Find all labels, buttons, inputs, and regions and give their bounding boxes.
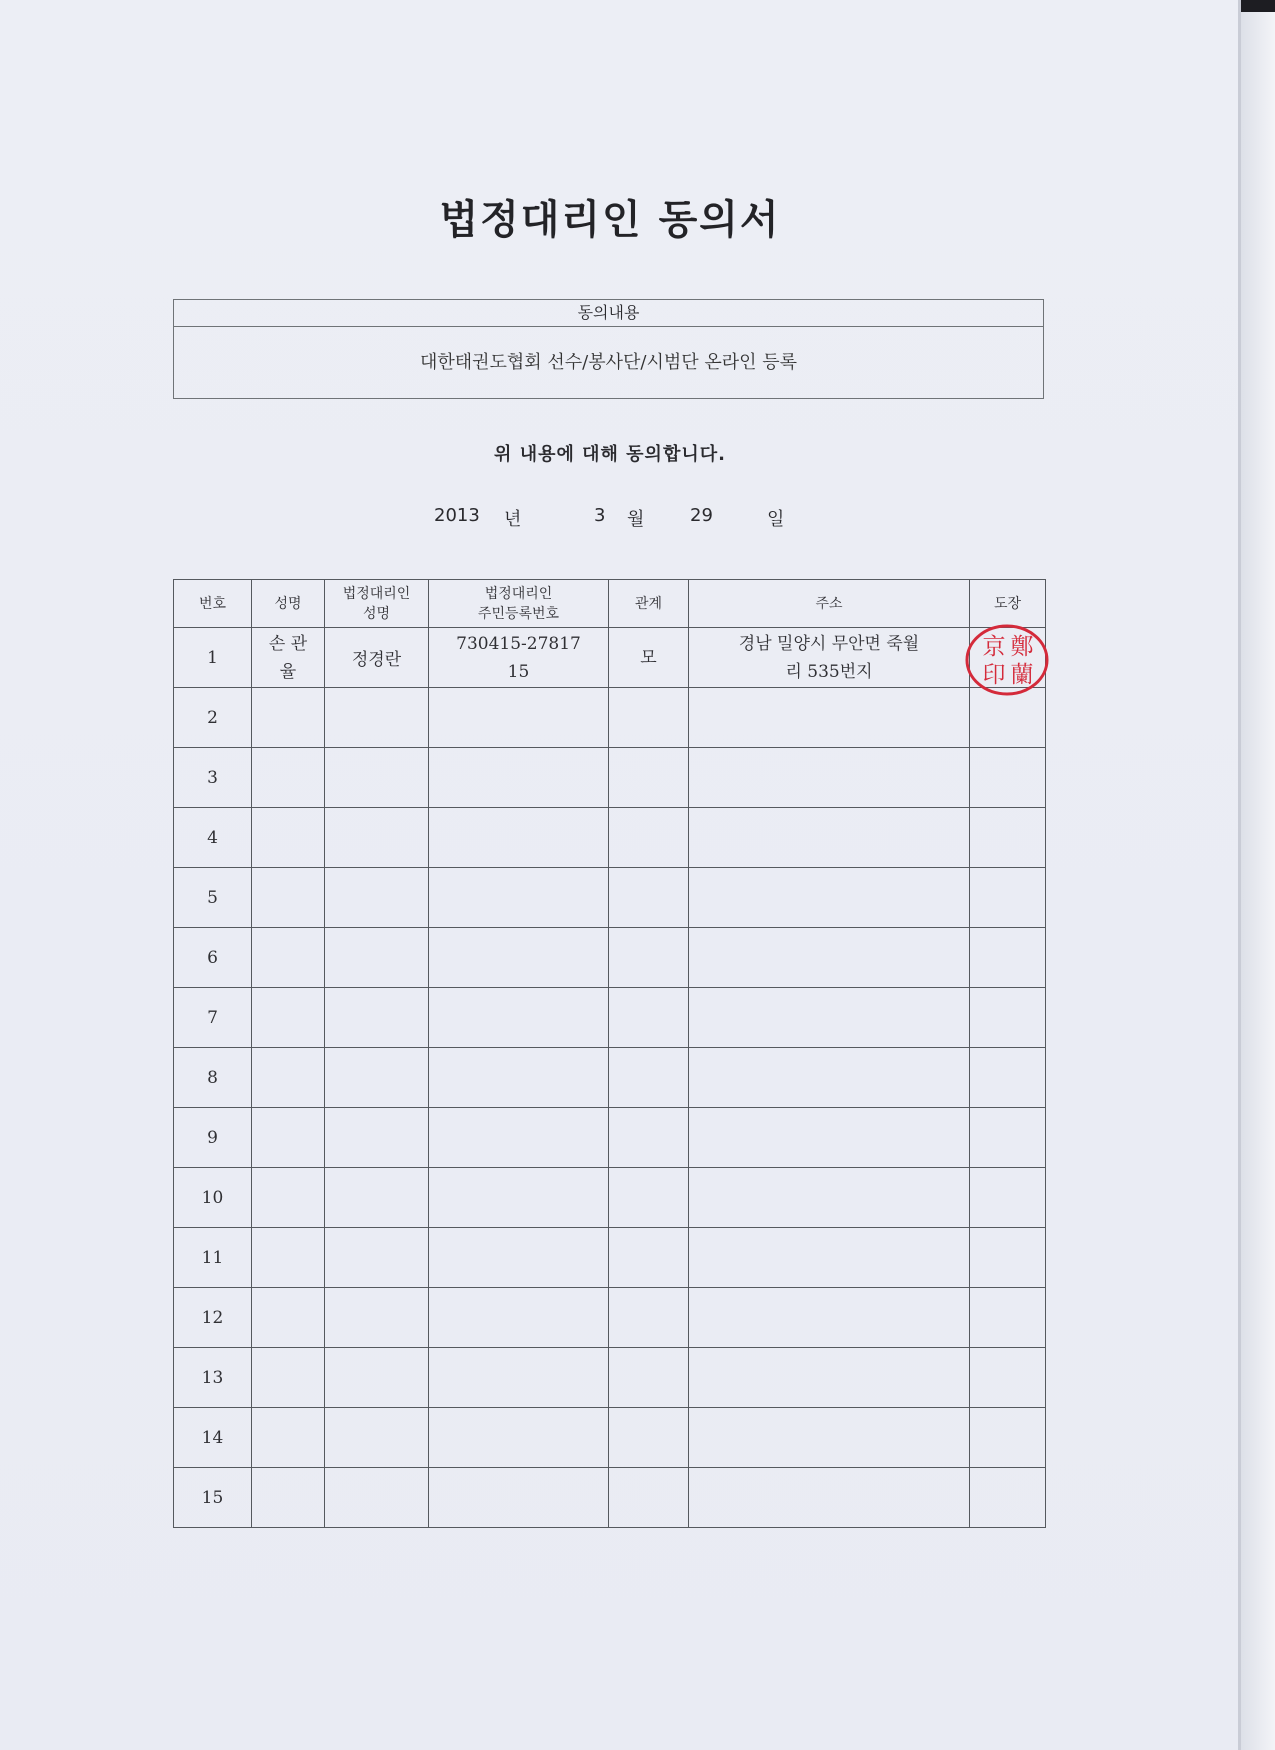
table-header-row bbox=[174, 580, 1046, 628]
cell-relation bbox=[609, 868, 689, 928]
cell-seal bbox=[970, 688, 1046, 748]
cell-address bbox=[689, 1228, 970, 1288]
cell-guardian-id bbox=[429, 928, 609, 988]
cell-seal bbox=[970, 1288, 1046, 1348]
cell-seal bbox=[970, 1108, 1046, 1168]
cell-guardian-name bbox=[325, 688, 429, 748]
cell-name bbox=[252, 868, 325, 928]
cell-guardian-name bbox=[325, 1228, 429, 1288]
cell-no: 3 bbox=[174, 748, 252, 808]
cell-seal bbox=[970, 1468, 1046, 1528]
cell-relation bbox=[609, 988, 689, 1048]
cell-seal bbox=[970, 928, 1046, 988]
cell-address bbox=[689, 808, 970, 868]
cell-no: 2 bbox=[174, 688, 252, 748]
cell-no: 14 bbox=[174, 1408, 252, 1468]
cell-relation bbox=[609, 1348, 689, 1408]
cell-relation bbox=[609, 748, 689, 808]
table-row bbox=[174, 1348, 1046, 1408]
cell-name bbox=[252, 808, 325, 868]
cell-relation bbox=[609, 1048, 689, 1108]
consent-text: 대한태권도협회 선수/봉사단/시범단 온라인 등록 bbox=[419, 352, 798, 373]
cell-guardian-name bbox=[325, 808, 429, 868]
seal-character: 印 bbox=[982, 662, 1006, 688]
cell-guardian-name bbox=[325, 1288, 429, 1348]
table-row bbox=[174, 868, 1046, 928]
cell-no: 4 bbox=[174, 808, 252, 868]
cell-guardian-name bbox=[325, 928, 429, 988]
cell-guardian-name bbox=[325, 988, 429, 1048]
date-month: 3 bbox=[594, 505, 606, 526]
cell-no: 10 bbox=[174, 1168, 252, 1228]
cell-relation bbox=[609, 688, 689, 748]
cell-no: 12 bbox=[174, 1288, 252, 1348]
cell-name bbox=[252, 928, 325, 988]
cell-no: 6 bbox=[174, 928, 252, 988]
cell-no: 7 bbox=[174, 988, 252, 1048]
page-edge-line bbox=[1238, 0, 1241, 1750]
table-row bbox=[174, 808, 1046, 868]
cell-address bbox=[689, 1348, 970, 1408]
date-day: 29 bbox=[690, 505, 713, 526]
table-row bbox=[174, 688, 1046, 748]
table-row bbox=[174, 1168, 1046, 1228]
cell-guardian-id bbox=[429, 1288, 609, 1348]
cell-no: 1 bbox=[174, 628, 252, 688]
cell-guardian-id bbox=[429, 1468, 609, 1528]
cell-address bbox=[689, 1288, 970, 1348]
cell-no: 5 bbox=[174, 868, 252, 928]
cell-guardian-id bbox=[429, 868, 609, 928]
consent-box bbox=[173, 299, 1044, 399]
cell-guardian-name bbox=[325, 748, 429, 808]
cell-guardian-id bbox=[429, 1108, 609, 1168]
table-row bbox=[174, 1108, 1046, 1168]
seal-character: 鄭 bbox=[1010, 634, 1034, 660]
cell-seal bbox=[970, 868, 1046, 928]
cell-seal bbox=[970, 748, 1046, 808]
cell-guardian-id bbox=[429, 1228, 609, 1288]
date-year: 2013 bbox=[434, 505, 480, 526]
date-month-unit: 월 bbox=[627, 509, 645, 530]
date-year-unit: 년 bbox=[504, 509, 522, 530]
table-row bbox=[174, 1288, 1046, 1348]
red-seal-stamp bbox=[964, 624, 1050, 696]
cell-guardian-id bbox=[429, 1408, 609, 1468]
cell-relation bbox=[609, 1468, 689, 1528]
registration-table bbox=[173, 579, 1046, 1528]
cell-no: 13 bbox=[174, 1348, 252, 1408]
cell-relation bbox=[609, 1408, 689, 1468]
cell-name bbox=[252, 748, 325, 808]
cell-name bbox=[252, 1168, 325, 1228]
header-address: 주소 bbox=[689, 580, 970, 628]
cell-name bbox=[252, 1108, 325, 1168]
cell-relation bbox=[609, 928, 689, 988]
page-edge-shadow bbox=[1241, 0, 1275, 1750]
seal-character: 蘭 bbox=[1010, 662, 1034, 688]
cell-seal bbox=[970, 988, 1046, 1048]
header-seal: 도장 bbox=[970, 580, 1046, 628]
cell-seal bbox=[970, 808, 1046, 868]
cell-name bbox=[252, 1348, 325, 1408]
cell-address bbox=[689, 868, 970, 928]
header-no: 번호 bbox=[174, 580, 252, 628]
cell-relation bbox=[609, 808, 689, 868]
cell-seal bbox=[970, 1228, 1046, 1288]
cell-no: 15 bbox=[174, 1468, 252, 1528]
cell-relation bbox=[609, 1228, 689, 1288]
cell-guardian-id bbox=[429, 1348, 609, 1408]
cell-guardian-id bbox=[429, 688, 609, 748]
cell-relation bbox=[609, 1168, 689, 1228]
cell-guardian-id bbox=[429, 748, 609, 808]
cell-guardian-name bbox=[325, 868, 429, 928]
cell-address bbox=[689, 988, 970, 1048]
cell-relation: 모 bbox=[609, 628, 689, 688]
cell-guardian-name bbox=[325, 1108, 429, 1168]
agree-statement: 위 내용에 대해 동의합니다. bbox=[494, 444, 726, 465]
cell-guardian-id bbox=[429, 1168, 609, 1228]
consent-header: 동의내용 bbox=[174, 300, 1043, 327]
cell-guardian-id: 730415-27817 15 bbox=[429, 628, 609, 688]
cell-name bbox=[252, 1048, 325, 1108]
document-title: 법정대리인 동의서 bbox=[439, 197, 781, 243]
seal-character: 京 bbox=[982, 634, 1006, 660]
header-guardian-id-line2: 주민등록번호 bbox=[477, 605, 560, 622]
header-guardian-id bbox=[429, 580, 609, 628]
header-guardian-name-line2: 성명 bbox=[362, 605, 391, 622]
scan-corner-mark bbox=[1241, 0, 1275, 12]
cell-address bbox=[689, 928, 970, 988]
cell-seal bbox=[970, 1348, 1046, 1408]
cell-address bbox=[689, 688, 970, 748]
table-row bbox=[174, 1468, 1046, 1528]
cell-name: 손 관 율 bbox=[252, 628, 325, 688]
cell-guardian-id bbox=[429, 808, 609, 868]
cell-name bbox=[252, 1408, 325, 1468]
cell-relation bbox=[609, 1108, 689, 1168]
cell-seal bbox=[970, 1168, 1046, 1228]
cell-guardian-name: 정경란 bbox=[325, 628, 429, 688]
header-name: 성명 bbox=[252, 580, 325, 628]
header-relation: 관계 bbox=[609, 580, 689, 628]
header-guardian-name-line1: 법정대리인 bbox=[342, 585, 411, 602]
table-row bbox=[174, 988, 1046, 1048]
cell-address bbox=[689, 1168, 970, 1228]
cell-guardian-name bbox=[325, 1168, 429, 1228]
cell-no: 11 bbox=[174, 1228, 252, 1288]
cell-no: 8 bbox=[174, 1048, 252, 1108]
cell-guardian-name bbox=[325, 1408, 429, 1468]
cell-seal bbox=[970, 628, 1046, 688]
cell-address: 경남 밀양시 무안면 죽월 리 535번지 bbox=[689, 628, 970, 688]
cell-address bbox=[689, 1468, 970, 1528]
cell-address bbox=[689, 1408, 970, 1468]
cell-name bbox=[252, 1468, 325, 1528]
cell-relation bbox=[609, 1288, 689, 1348]
header-guardian-name bbox=[325, 580, 429, 628]
cell-seal bbox=[970, 1048, 1046, 1108]
cell-address bbox=[689, 1108, 970, 1168]
table-row bbox=[174, 1048, 1046, 1108]
cell-address bbox=[689, 748, 970, 808]
date-day-unit: 일 bbox=[767, 509, 785, 530]
table-row bbox=[174, 628, 1046, 688]
cell-guardian-name bbox=[325, 1468, 429, 1528]
cell-name bbox=[252, 1228, 325, 1288]
table-row bbox=[174, 1408, 1046, 1468]
cell-guardian-name bbox=[325, 1048, 429, 1108]
cell-guardian-id bbox=[429, 988, 609, 1048]
header-guardian-id-line1: 법정대리인 bbox=[484, 585, 553, 602]
cell-guardian-id bbox=[429, 1048, 609, 1108]
table-row bbox=[174, 748, 1046, 808]
cell-name bbox=[252, 1288, 325, 1348]
cell-address bbox=[689, 1048, 970, 1108]
cell-guardian-name bbox=[325, 1348, 429, 1408]
cell-seal bbox=[970, 1408, 1046, 1468]
cell-name bbox=[252, 688, 325, 748]
table-row bbox=[174, 1228, 1046, 1288]
cell-name bbox=[252, 988, 325, 1048]
cell-no: 9 bbox=[174, 1108, 252, 1168]
table-row bbox=[174, 928, 1046, 988]
